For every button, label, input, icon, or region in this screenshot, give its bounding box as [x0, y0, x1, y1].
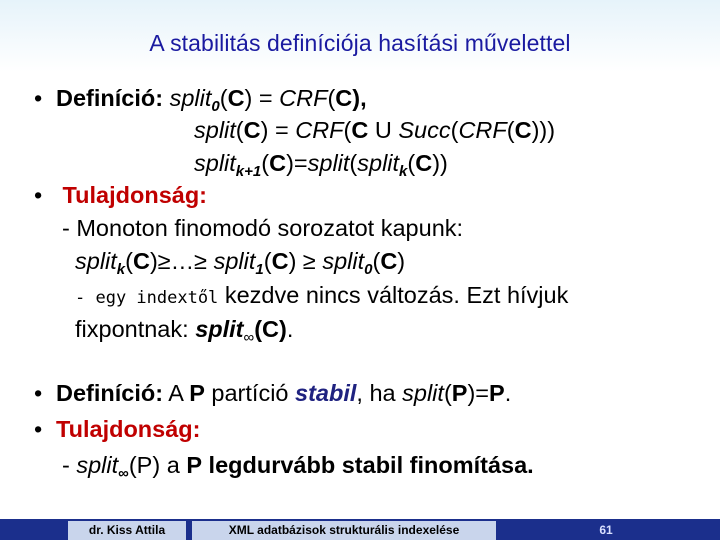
slide-title: A stabilitás definíciója hasítási művelettel: [149, 30, 571, 56]
stabil-term: stabil: [295, 380, 357, 406]
property-label: Tulajdonság:: [62, 182, 208, 208]
definition-1-line-2: split(C) = CRF(C U Succ(CRF(C))): [194, 117, 556, 143]
page-number: 61: [599, 523, 613, 537]
property-1-line-2: split$_k$(C)≥…≥ split$_1$(C) ≥ split$_0$(C): [75, 248, 406, 278]
property-1-line-3: - egy indextől kezdve nincs változás. Ezt hívjuk: [75, 282, 569, 308]
property-1-heading: • Tulajdonság:: [34, 182, 208, 208]
footer-title: XML adatbázisok strukturális indexelése: [192, 521, 496, 540]
bullet: •: [34, 85, 43, 111]
property-1-line-1: - Monoton finomodó sorozatot kapunk:: [62, 215, 464, 241]
property-2-line: - split$_\infty$(P) a P legdurvább stabil finomítása.: [62, 452, 534, 482]
property-1-line-4: fixpontnak: split$_\infty$(C).: [75, 316, 294, 346]
definition-1-line-1: • Definíció: split$_0$(C) = CRF(C),: [34, 85, 367, 115]
definition-2-line: • Definíció: A P partíció stabil, ha split(P)=P.: [34, 380, 512, 406]
definition-1-line-3: split$_{k+1}$(C)=split(split$_k$(C)): [194, 150, 448, 180]
footer-author: dr. Kiss Attila: [68, 521, 186, 540]
definition-label: Definíció:: [56, 85, 164, 111]
property-2-heading: • Tulajdonság:: [34, 416, 201, 442]
